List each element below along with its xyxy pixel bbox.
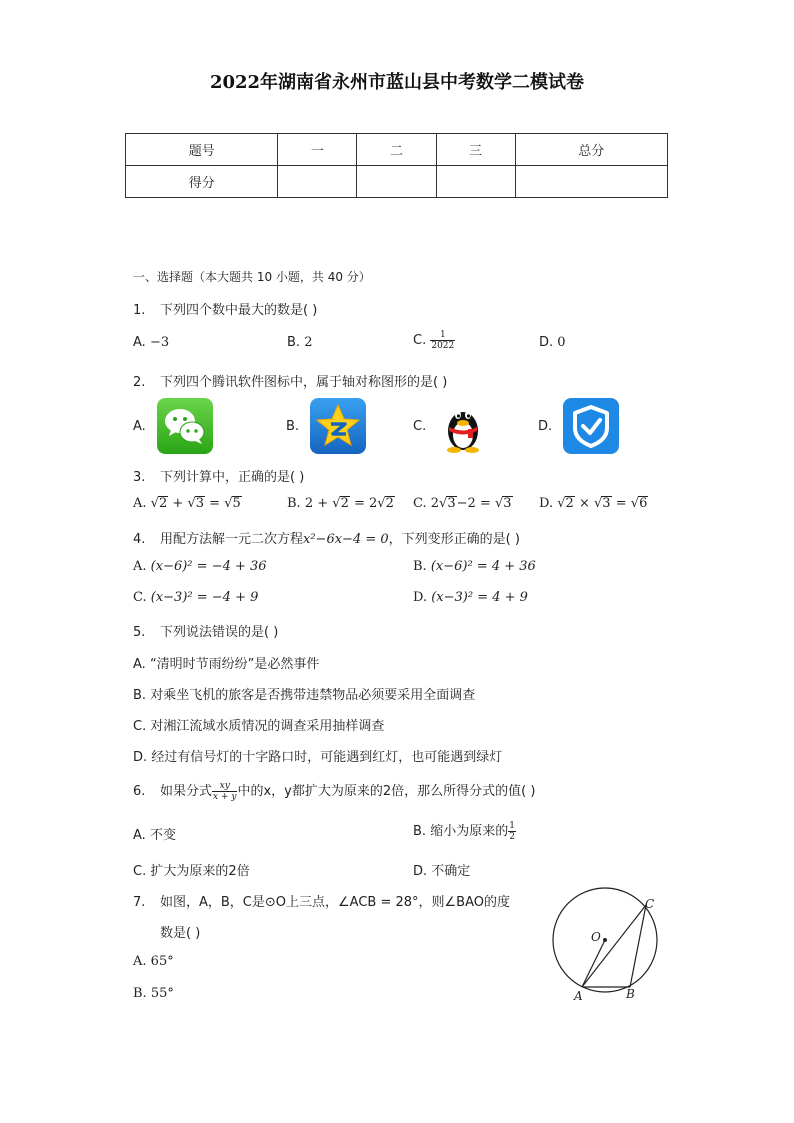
option-b-label: B. [286, 419, 300, 434]
question-6: 6. 如果分式 $\frac{xy}{x + y}$ 中的x，y都扩大为原来的2倍，那么所得分式的值( ) [133, 781, 536, 802]
option-c: C. 对湘江流域水质情况的调查采用抽样调查 [133, 719, 385, 734]
tencent-guard-icon [563, 398, 619, 454]
question-number: 1. [133, 303, 146, 318]
qzone-icon [310, 398, 366, 454]
option-d-label: D. [538, 419, 553, 434]
question-number: 7. [133, 895, 146, 910]
option-b: B. (x−6)² = 4 + 36 [413, 559, 536, 574]
question-text: 下列计算中，正确的是( ) [160, 470, 305, 485]
question-4: 4. 用配方法解一元二次方程x²−6x−4 = 0，下列变形正确的是( ) [133, 532, 520, 547]
question-3 [133, 466, 304, 485]
option-a-label: A. [133, 419, 146, 434]
option-d: D. 0 [539, 335, 566, 350]
option-b: B. 对乘坐飞机的旅客是否携带违禁物品必须要采用全面调查 [133, 688, 476, 703]
option-b: B. 2 + √2 = 2√2 [287, 496, 394, 511]
table-row-label: 得分 [126, 166, 278, 198]
question-7-line2: 数是( ) [160, 926, 201, 941]
label-a: A [574, 989, 583, 1003]
score-cell [515, 166, 667, 198]
question-number: 4. [133, 532, 146, 547]
equation: x²−6x−4 = 0 [303, 532, 389, 547]
question-number: 3. [133, 470, 146, 485]
option-c: C. 2√3−2 = √3 [413, 496, 512, 511]
option-d: D. (x−3)² = 4 + 9 [413, 590, 528, 605]
option-c: C. 扩大为原来的2倍 [133, 864, 250, 879]
table-row [126, 134, 668, 166]
wechat-icon [157, 398, 213, 454]
label-c: C [645, 897, 655, 911]
table-row [126, 166, 668, 198]
question-1 [133, 299, 317, 318]
option-b: B. 2 [287, 335, 313, 350]
option-d: D. 不确定 [413, 864, 471, 879]
circle-figure [545, 880, 665, 1004]
table-header-cell: 题号 [126, 134, 278, 166]
qq-penguin-icon [435, 398, 491, 454]
option-a: A. √2 + √3 = √5 [133, 496, 241, 511]
section-heading: 一、选择题（本大题共 10 小题，共 40 分） [133, 270, 371, 284]
option-a: A. “清明时节雨纷纷”是必然事件 [133, 657, 320, 672]
table-header-cell: 三 [436, 134, 515, 166]
question-number: 5. [133, 625, 146, 640]
option-c-label: C. [413, 419, 427, 434]
label-b: B [626, 987, 635, 1001]
question-7: 7. 如图，A，B，C是⊙O上三点，∠ACB = 28°，则∠BAO的度 [133, 895, 510, 910]
question-2 [133, 371, 447, 390]
label-o: O [591, 930, 601, 944]
question-number: 6. [133, 784, 146, 799]
question-text: 下列四个数中最大的数是( ) [160, 303, 318, 318]
question-text: 下列说法错误的是( ) [160, 625, 279, 640]
option-a: A. 不变 [133, 828, 176, 843]
question-text: 下列四个腾讯软件图标中，属于轴对称图形的是( ) [160, 375, 448, 390]
score-table [125, 133, 668, 198]
option-a: A. −3 [133, 335, 170, 350]
score-cell [436, 166, 515, 198]
option-c: C. $\frac{1}{2022}$ [413, 330, 455, 351]
question-5 [133, 621, 278, 640]
table-header-cell: 一 [278, 134, 357, 166]
option-b: B. 55° [133, 986, 174, 1001]
option-b: B. 缩小为原来的 $\frac{1}{2}$ [413, 821, 515, 842]
question-number: 2. [133, 375, 146, 390]
score-cell [357, 166, 436, 198]
table-header-cell: 总分 [515, 134, 667, 166]
page-title: 2022年湖南省永州市蓝山县中考数学二模试卷 [209, 72, 585, 93]
option-d: D. 经过有信号灯的十字路口时，可能遇到红灯，也可能遇到绿灯 [133, 750, 503, 765]
option-d: D. √2 × √3 = √6 [539, 496, 648, 511]
option-c: C. (x−3)² = −4 + 9 [133, 590, 259, 605]
center-point [603, 938, 607, 942]
score-cell [278, 166, 357, 198]
table-header-cell: 二 [357, 134, 436, 166]
option-a: A. 65° [133, 954, 174, 969]
option-a: A. (x−6)² = −4 + 36 [133, 559, 267, 574]
